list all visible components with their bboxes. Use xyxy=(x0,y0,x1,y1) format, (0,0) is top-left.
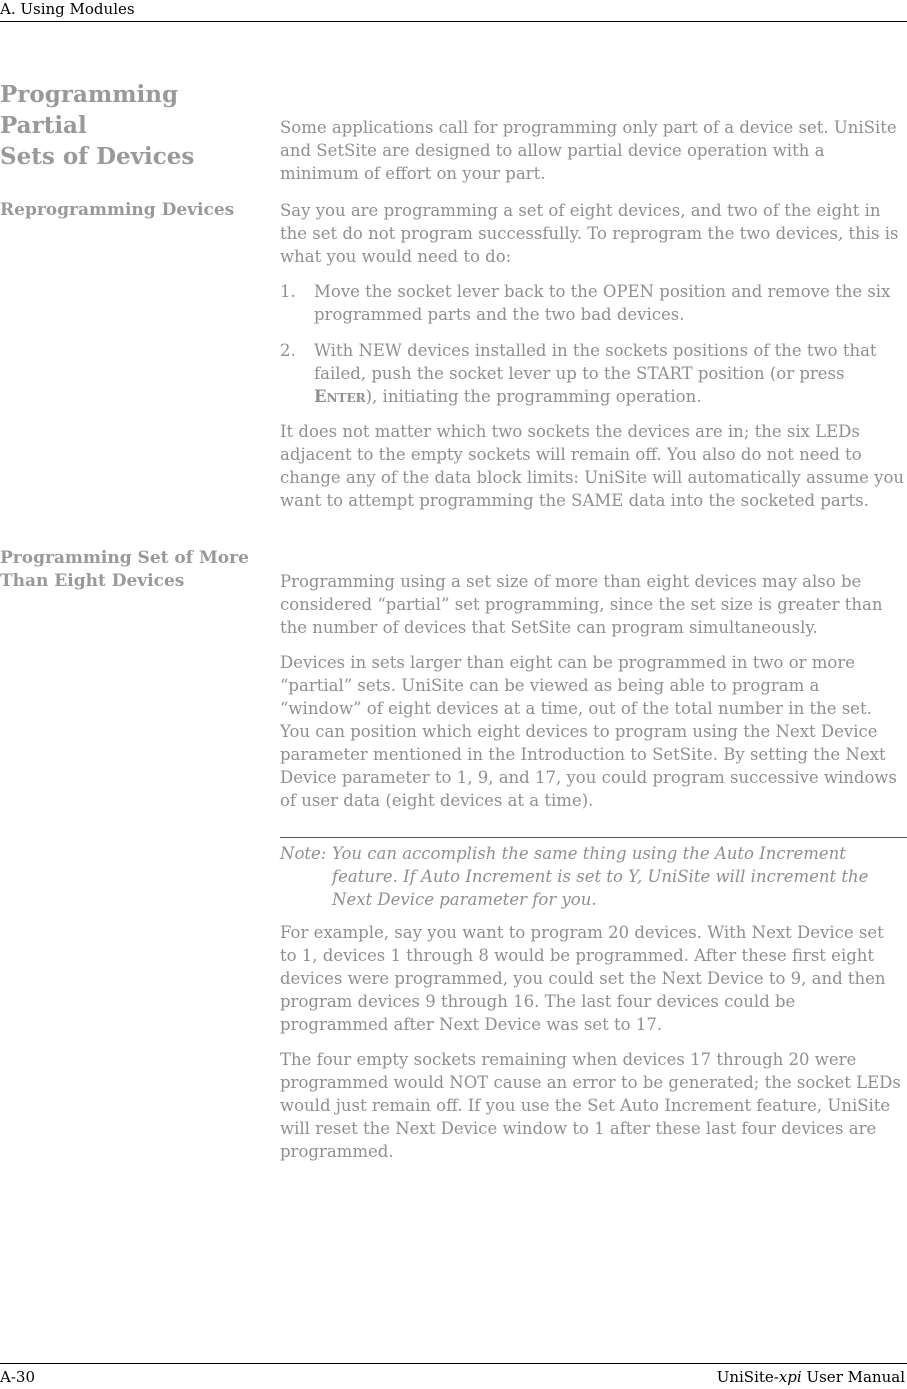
intro-paragraph: Some applications call for programming only part of a device set. UniSite and SetSite are designed to allow partial device operation with a minimum of effort on your part. xyxy=(280,118,897,183)
list-item-text xyxy=(314,339,905,408)
more-than-eight-heading-line1: Programming Set of More xyxy=(0,548,249,568)
note-text: You can accomplish the same thing using the Auto Increment feature. If Auto Increment is set to Y, UniSite will increment the Next Device parameter for you. xyxy=(332,844,869,909)
page-number: A-30 xyxy=(0,1368,35,1386)
list-item-text: Move the socket lever back to the OPEN position and remove the six programmed parts and the two bad devices. xyxy=(314,282,891,324)
footer-rule xyxy=(0,1363,907,1364)
reprogramming-paragraph-1: Say you are programming a set of eight devices, and two of the eight in the set do not program successfully. To reprogram the two devices, this is what you would need to do: xyxy=(280,201,899,266)
manual-title xyxy=(717,1368,905,1386)
manual-title-prefix: UniSite- xyxy=(716,1368,779,1386)
list-item-number: 2. xyxy=(280,341,296,360)
enter-key-label: Enter xyxy=(314,387,366,406)
section-heading-line2: Sets of Devices xyxy=(0,143,195,170)
step-text-after: ), initiating the programming operation. xyxy=(365,387,702,406)
running-header: A. Using Modules xyxy=(0,0,135,18)
note-label: Note: xyxy=(280,844,327,863)
reprogramming-paragraph-2: It does not matter which two sockets the devices are in; the six LEDs adjacent to the empty sockets will remain off. You also do not need to change any of the data block limits: UniSite will automatically assume you want to attempt programming the SAME data into the socketed parts. xyxy=(280,422,905,510)
reprogramming-heading: Reprogramming Devices xyxy=(0,200,235,220)
header-rule xyxy=(0,21,907,22)
note-rule xyxy=(280,837,907,838)
more-than-eight-heading-line2: Than Eight Devices xyxy=(0,571,185,591)
more-than-eight-paragraph-3: For example, say you want to program 20 devices. With Next Device set to 1, devices 1 through 8 would be programmed. After these first eight devices were programmed, you could set the Next Device to 9, and then program devices 9 through 16. The last four devices could be programmed after Next Device was set to 17. xyxy=(280,923,886,1034)
manual-title-italic: xpi xyxy=(778,1368,802,1386)
list-item-number: 1. xyxy=(280,282,296,301)
section-heading xyxy=(0,79,270,172)
more-than-eight-heading xyxy=(0,547,270,593)
more-than-eight-paragraph-4: The four empty sockets remaining when devices 17 through 20 were programmed would NOT cause an error to be generated; the socket LEDs would just remain off. If you use the Set Auto Increment feature, UniSite will reset the Next Device window to 1 after these last four devices are programmed. xyxy=(280,1050,901,1161)
more-than-eight-paragraph-2: Devices in sets larger than eight can be programmed in two or more “partial” sets. UniSite can be viewed as being able to program a “window” of eight devices at a time, out of the total number in the set. You can position which eight devices to program using the Next Device parameter mentioned in the Introduction to SetSite. By setting the Next Device parameter to 1, 9, and 17, you could program successive windows of user data (eight devices at a time). xyxy=(280,653,898,810)
step-text-before: With NEW devices installed in the sockets positions of the two that failed, push the socket lever up to the START position (or press xyxy=(314,341,877,383)
manual-title-suffix: User Manual xyxy=(801,1368,905,1386)
more-than-eight-paragraph-1: Programming using a set size of more than eight devices may also be considered “partial” set programming, since the set size is greater than the number of devices that SetSite can program simultaneously. xyxy=(280,572,883,637)
section-heading-line1: Programming Partial xyxy=(0,81,179,139)
